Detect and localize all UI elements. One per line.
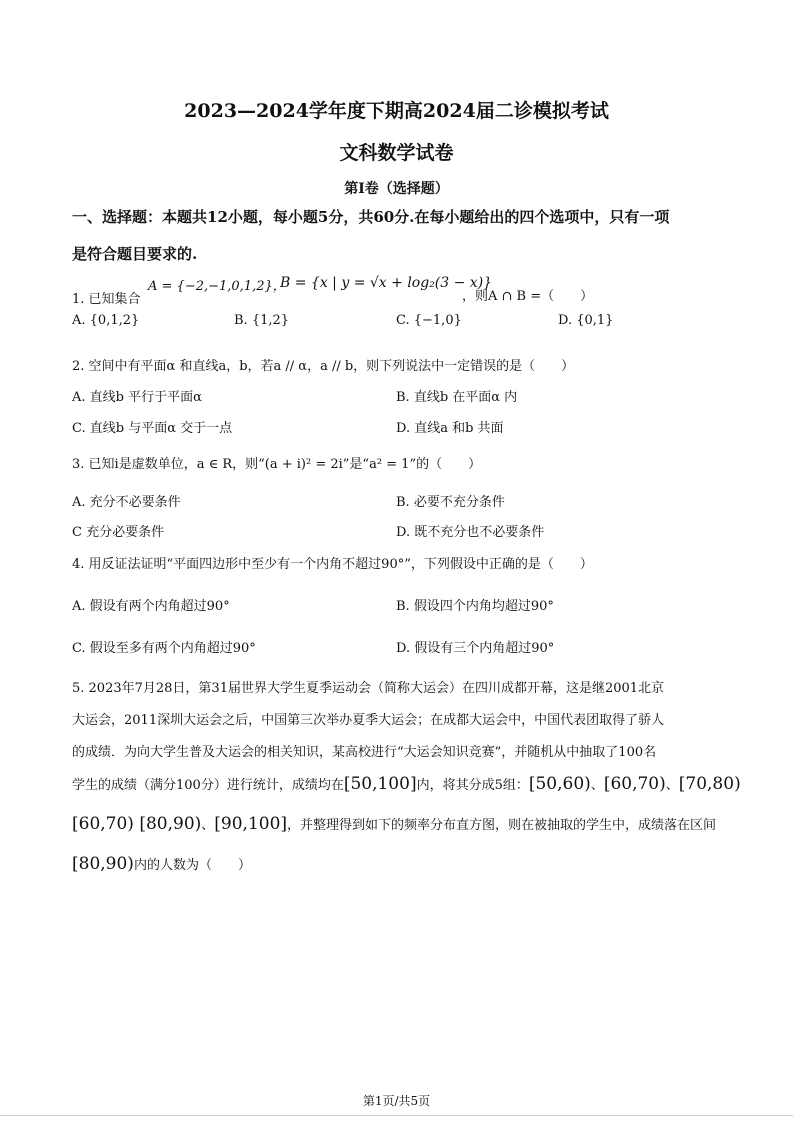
q2-option-a[interactable]: A. 直线b 平行于平面α [72,390,202,405]
q5-line-2: 大运会，2011深圳大运会之后，中国第三次举办夏季大运会；在成都大运会中，中国代表团取得了骄人 [72,713,665,728]
q4-option-a[interactable]: A. 假设有两个内角超过90° [72,599,230,614]
q5-line-4-mid: 内，将其分成5组： [416,778,529,793]
q5-line-6-text: 内的人数为（ ） [133,858,251,873]
instructions-line-2: 是符合题目要求的. [72,245,198,263]
q5-group-4: [60,70) [80,90) [72,814,202,834]
q3-stem: 3. 已知i是虚数单位，a ∈ R，则“(a + i)² = 2i”是“a² = 1”的（ ） [72,457,482,472]
q4-stem: 4. 用反证法证明“平面四边形中至少有一个内角不超过90°”，下列假设中正确的是（ ） [72,557,593,572]
q1-option-d[interactable]: D. {0,1} [558,313,614,328]
q3-option-d[interactable]: D. 既不充分也不必要条件 [396,525,545,540]
q5-line-4-text: 学生的成绩（满分100分）进行统计，成绩均在 [72,778,344,793]
exam-subtitle: 文科数学试卷 [339,142,454,164]
q3-option-b[interactable]: B. 必要不充分条件 [396,495,505,510]
q1-set-b: B = {x | y = √x + log₂(3 − x)} [280,275,493,291]
q4-option-c[interactable]: C. 假设至多有两个内角超过90° [72,641,256,656]
q5-group-1: [50,60) [528,774,591,794]
q5-separator-3: 、 [201,818,215,833]
section-heading: 第I卷（选择题） [344,181,449,197]
q5-line-5 [72,814,716,834]
q5-group-3: [70,80) [678,774,741,794]
q4-option-d[interactable]: D. 假设有三个内角超过90° [396,641,555,656]
q1-option-a[interactable]: A. {0,1,2} [72,313,140,328]
q1-prefix: 1. 已知集合 [72,292,141,307]
q2-option-c[interactable]: C. 直线b 与平面α 交于一点 [72,421,233,436]
q5-line-6 [72,854,251,874]
q4-option-b[interactable]: B. 假设四个内角均超过90° [396,599,554,614]
q2-stem: 2. 空间中有平面α 和直线a，b，若a // α，a // b，则下列说法中一定错误的是（ ） [72,359,575,374]
q2-option-b[interactable]: B. 直线b 在平面α 内 [396,390,518,405]
q1-set-a: A = {−2,−1,0,1,2}， [148,279,286,294]
q3-option-c[interactable]: C 充分必要条件 [72,525,165,540]
q5-line-1: 5. 2023年7月28日，第31届世界大学生夏季运动会（简称大运会）在四川成都开幕，这是继2001北京 [72,681,665,696]
instructions-line-1: 一、选择题：本题共12小题，每小题5分，共60分.在每小题给出的四个选项中，只有一项 [72,208,670,226]
q5-separator-1: 、 [590,778,604,793]
q1-suffix: ，则A ∩ B =（ ） [462,289,594,304]
bottom-divider [0,1115,793,1116]
q5-range-main: [50,100] [343,774,417,794]
q5-group-5: [90,100] [214,814,288,834]
q2-option-d[interactable]: D. 直线a 和b 共面 [396,421,504,436]
q1-option-b[interactable]: B. {1,2} [234,313,290,328]
q1-option-c[interactable]: C. {−1,0} [396,313,462,328]
q5-group-2: [60,70) [603,774,666,794]
q5-line-3: 的成绩．为向大学生普及大运会的相关知识，某高校进行“大运会知识竞赛”，并随机从中抽取了100名 [72,745,657,760]
q3-option-a[interactable]: A. 充分不必要条件 [72,495,181,510]
q5-target-range: [80,90) [72,854,134,874]
page-number: 第1页/共5页 [362,1094,431,1108]
q5-line-4 [72,774,741,794]
exam-title: 2023—2024学年度下期高2024届二诊模拟考试 [184,100,609,122]
q5-separator-2: 、 [665,778,679,793]
q5-line-5-text: ，并整理得到如下的频率分布直方图，则在被抽取的学生中，成绩落在区间 [287,818,717,833]
